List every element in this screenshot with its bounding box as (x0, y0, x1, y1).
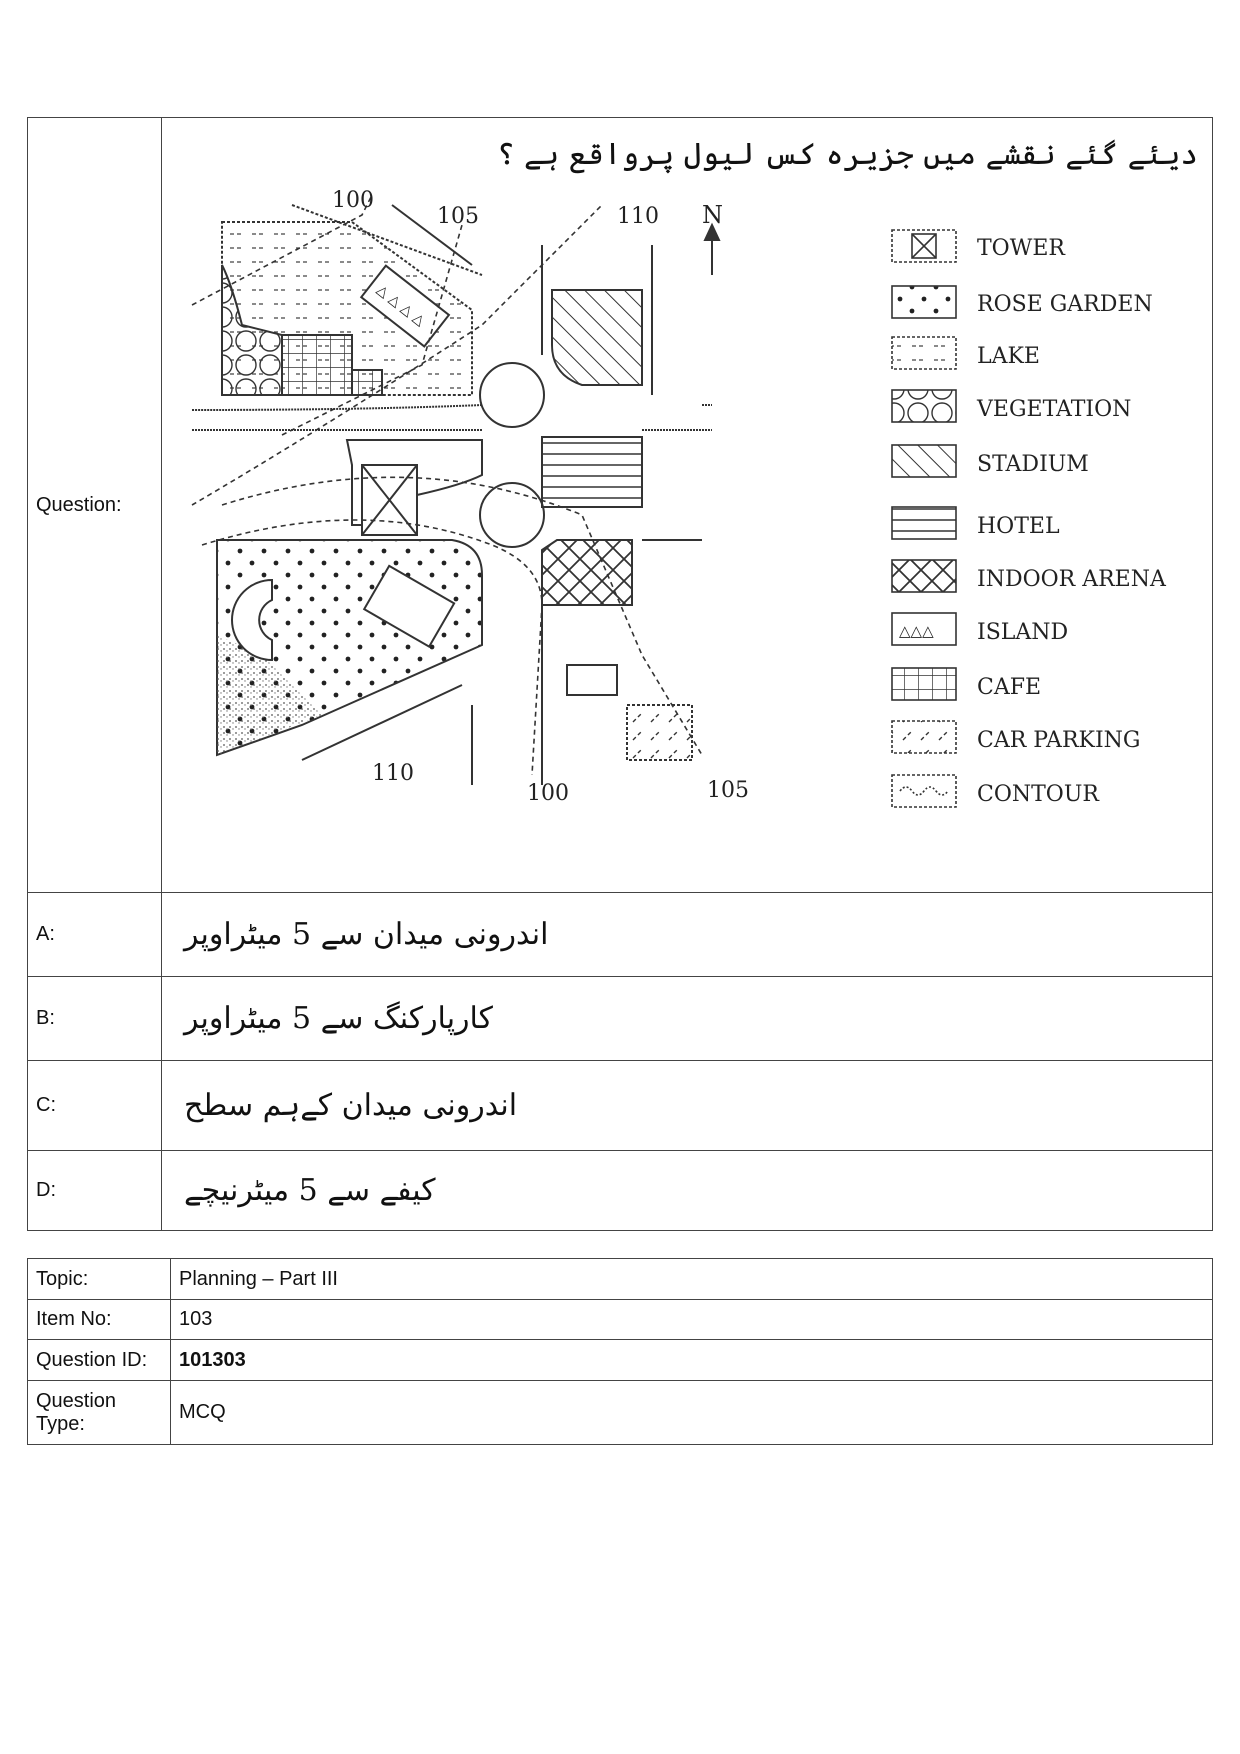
option-c-label: C: (28, 1061, 162, 1151)
option-c-text: اندرونی میدان کےہم سطح (184, 1088, 518, 1123)
legend-cafe: CAFE (977, 675, 1042, 700)
legend-rose-garden: ROSE GARDEN (977, 292, 1153, 317)
question-type-label: Question Type: (28, 1381, 171, 1445)
question-id-label: Question ID: (28, 1340, 171, 1381)
question-type-value: MCQ (171, 1381, 1213, 1445)
legend-island: ISLAND (977, 620, 1069, 645)
contour-label-110-bottom: 110 (372, 761, 414, 786)
contour-label-105-bottom: 105 (707, 778, 749, 803)
contour-label-110-top: 110 (617, 204, 659, 229)
question-text: دیئے گئے نقشے میں جزیرہ کس لیول پرواقع ہے ؟ (496, 137, 1198, 172)
option-d-text: کیفے سے 5 میٹرنیچے (184, 1173, 436, 1208)
contour-label-100-bottom: 100 (527, 781, 569, 806)
option-a[interactable] (162, 893, 1213, 977)
contour-label-100-top: 100 (332, 188, 374, 213)
option-b[interactable] (162, 977, 1213, 1061)
option-b-label: B: (28, 977, 162, 1061)
question-content (162, 118, 1213, 893)
option-c[interactable] (162, 1061, 1213, 1151)
option-a-text: اندرونی میدان سے 5 میٹراوپر (184, 917, 549, 952)
topic-label: Topic: (28, 1259, 171, 1300)
meta-table (27, 1258, 1213, 1445)
option-d[interactable] (162, 1151, 1213, 1231)
legend-indoor-arena: INDOOR ARENA (977, 567, 1166, 592)
legend-car-parking: CAR PARKING (977, 728, 1141, 753)
legend-stadium: STADIUM (977, 452, 1089, 477)
map-legend (892, 230, 956, 807)
contour-label-105-top: 105 (437, 204, 479, 229)
item-no-label: Item No: (28, 1300, 171, 1340)
item-no-value: 103 (171, 1300, 1213, 1340)
question-label: Question: (28, 118, 162, 893)
legend-contour: CONTOUR (977, 782, 1099, 807)
question-id-value: 101303 (171, 1340, 1213, 1381)
svg-text:△ △ △ △: △ △ △ △ (373, 281, 429, 329)
legend-tower: TOWER (977, 236, 1065, 261)
legend-lake: LAKE (977, 344, 1040, 369)
option-d-label: D: (28, 1151, 162, 1231)
north-label: N (702, 201, 723, 229)
legend-hotel: HOTEL (977, 514, 1060, 539)
question-table (27, 117, 1213, 1231)
option-a-label: A: (28, 893, 162, 977)
topic-value: Planning – Part III (171, 1259, 1213, 1300)
legend-vegetation: VEGETATION (977, 397, 1132, 422)
svg-text:△△△: △△△ (899, 622, 934, 640)
option-b-text: کارپارکنگ سے 5 میٹراوپر (184, 1001, 493, 1036)
map-drawing (192, 195, 719, 785)
map-figure (162, 185, 1212, 885)
